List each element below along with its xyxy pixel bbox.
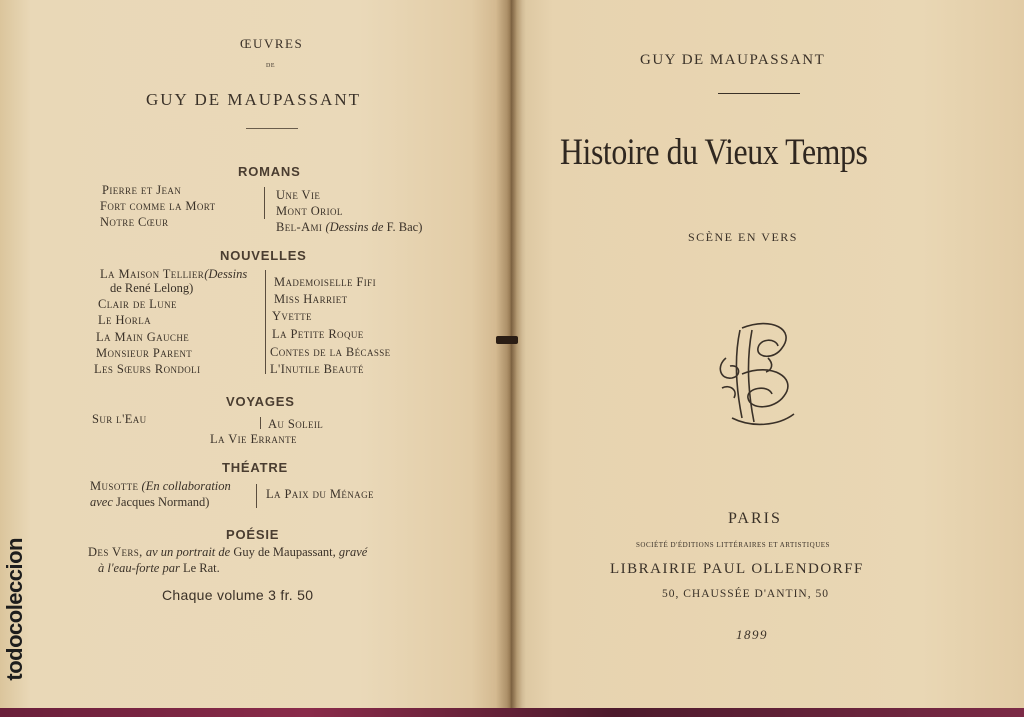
musotte-avec: avec — [90, 495, 113, 509]
romans-item: Mont Oriol — [276, 204, 343, 218]
poesie-line-1 — [88, 545, 367, 560]
des-vers-title: Des Vers, — [88, 545, 143, 559]
right-author-heading: GUY DE MAUPASSANT — [640, 52, 826, 68]
nouvelles-item: Yvette — [272, 309, 312, 323]
poesie-grave: gravé — [338, 545, 368, 559]
voyages-item: Au Soleil — [268, 417, 324, 431]
maison-tellier-title: La Maison Tellier — [100, 267, 205, 281]
romans-item: Pierre et Jean — [102, 183, 182, 197]
poesie-heading: POÉSIE — [226, 527, 280, 542]
romans-item: Une Vie — [276, 188, 321, 202]
theatre-item-musotte — [90, 479, 231, 494]
nouvelles-item: La Petite Roque — [272, 327, 364, 341]
watermark-text: todocoleccion — [2, 538, 27, 681]
book-gutter — [496, 0, 526, 710]
left-author-heading: GUY DE MAUPASSANT — [146, 90, 362, 109]
musotte-note: (En collaboration — [141, 479, 231, 493]
theatre-heading: THÉATRE — [222, 460, 289, 475]
poesie-eau-forte: à l'eau-forte par — [98, 561, 180, 575]
nouvelles-divider — [265, 270, 266, 374]
nouvelles-item: La Main Gauche — [96, 330, 190, 344]
maison-tellier-note: (Dessins — [204, 267, 248, 281]
right-title-rule — [718, 93, 800, 94]
voyages-divider — [260, 417, 261, 429]
left-title-rule — [246, 128, 298, 129]
maison-tellier-illustrator: de René Lelong) — [110, 281, 194, 295]
nouvelles-item: Les Sœurs Rondoli — [94, 362, 201, 376]
nouvelles-item: Contes de la Bécasse — [270, 345, 391, 359]
nouvelles-heading: NOUVELLES — [220, 248, 307, 263]
musotte-collaborator-name: Jacques Normand) — [116, 495, 210, 509]
bel-ami-title: Bel-Ami — [276, 220, 323, 234]
book-subtitle: SCÈNE EN VERS — [688, 230, 798, 244]
bel-ami-illustration-note: (Dessins de — [325, 220, 384, 234]
theatre-item: La Paix du Ménage — [266, 487, 374, 501]
theatre-divider — [256, 484, 257, 508]
voyages-item: Sur l'Eau — [92, 412, 147, 426]
bel-ami-illustrator: F. Bac) — [386, 220, 423, 234]
romans-divider — [264, 187, 265, 219]
romans-heading: ROMANS — [238, 164, 301, 179]
romans-item-bel-ami — [276, 220, 422, 235]
musotte-title: Musotte — [90, 479, 139, 493]
imprint-publisher: LIBRAIRIE PAUL OLLENDORFF — [610, 561, 864, 577]
nouvelles-item: Le Horla — [98, 313, 151, 327]
publisher-monogram-icon — [712, 318, 804, 428]
book-title: Histoire du Vieux Temps — [560, 132, 868, 173]
imprint-city: PARIS — [728, 510, 782, 527]
poesie-author: Guy de Maupassant, — [233, 545, 336, 559]
poesie-line-2 — [98, 561, 220, 576]
nouvelles-item: Clair de Lune — [98, 297, 177, 311]
nouvelles-item: L'Inutile Beauté — [270, 362, 364, 376]
poesie-av: av — [145, 545, 158, 559]
poesie-engraver: Le Rat. — [182, 561, 220, 575]
nouvelles-item-maison-tellier — [100, 267, 247, 282]
musotte-collaborator — [90, 495, 209, 510]
book-bottom-edge — [0, 708, 1024, 717]
nouvelles-item: Miss Harriet — [274, 292, 348, 306]
voyages-heading: VOYAGES — [226, 394, 295, 409]
binding-thread-mark — [496, 336, 518, 344]
price-line: Chaque volume 3 fr. 50 — [162, 587, 314, 603]
poesie-portrait: un portrait de — [160, 545, 231, 559]
imprint-address: 50, CHAUSSÉE D'ANTIN, 50 — [662, 588, 829, 600]
nouvelles-item: Mademoiselle Fifi — [274, 275, 376, 289]
imprint-year: 1899 — [736, 627, 768, 642]
romans-item: Notre Cœur — [100, 215, 169, 229]
oeuvres-label: ŒUVRES — [240, 36, 304, 51]
romans-item: Fort comme la Mort — [100, 199, 216, 213]
nouvelles-item: Monsieur Parent — [96, 346, 193, 360]
imprint-society: SOCIÉTÉ D'ÉDITIONS LITTÉRAIRES ET ARTISTIQUES — [636, 541, 830, 549]
de-label: DE — [266, 63, 275, 69]
watermark — [2, 538, 32, 708]
voyages-item: La Vie Errante — [210, 432, 297, 446]
